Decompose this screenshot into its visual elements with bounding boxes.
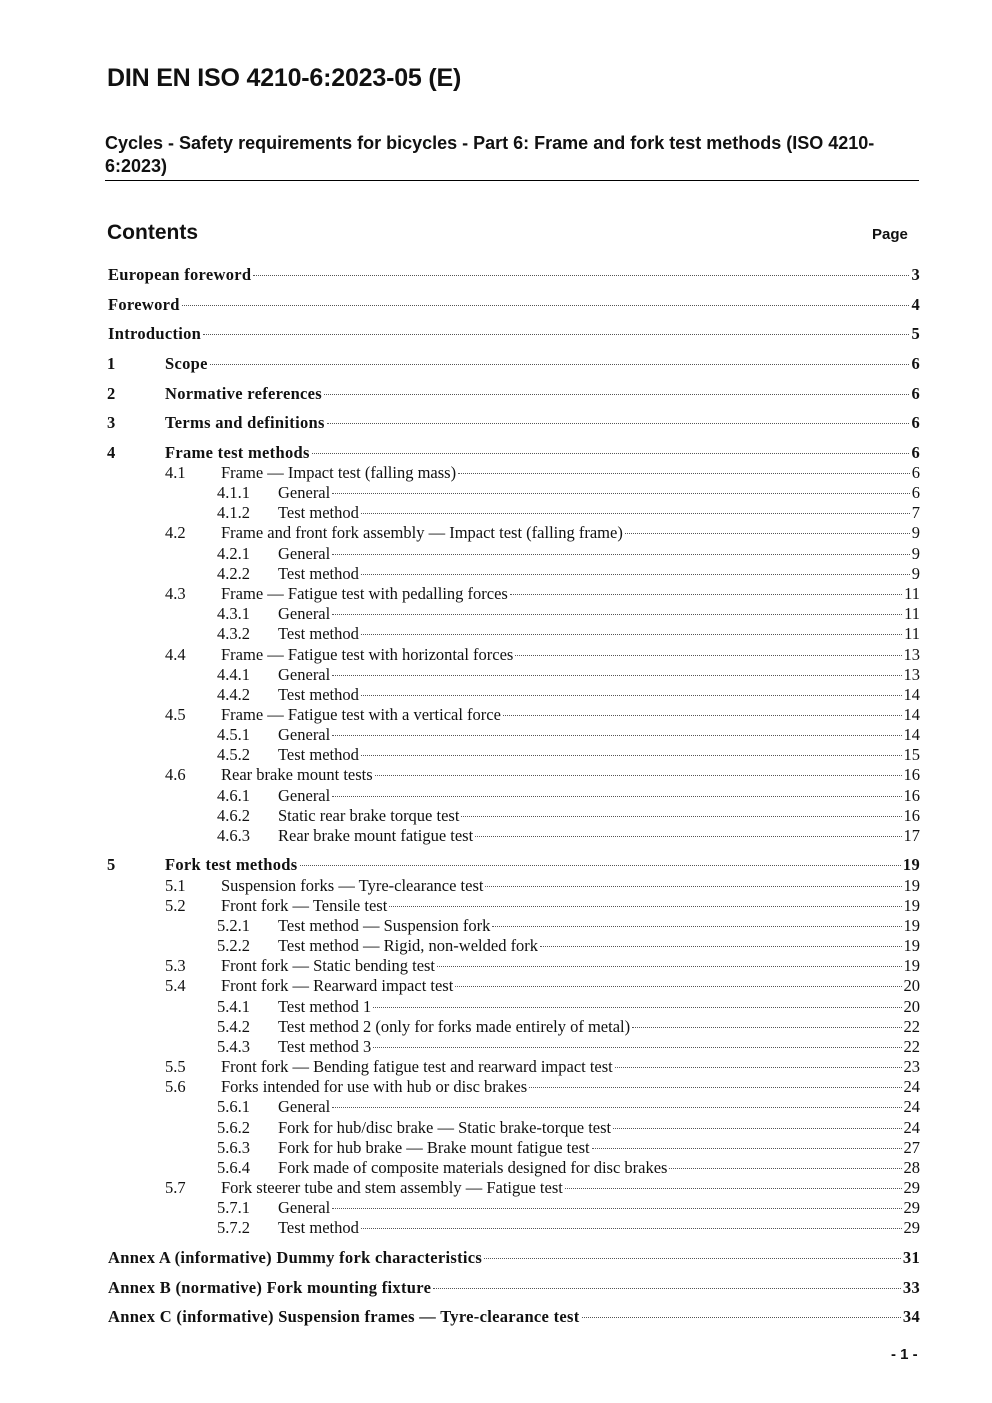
toc-entry[interactable] xyxy=(0,685,992,705)
toc-entry-title: Frame and front fork assembly — Impact test (falling frame) xyxy=(221,523,623,542)
toc-entry-title: Front fork — Tensile test xyxy=(221,896,388,915)
toc-dot-leader xyxy=(332,614,902,615)
toc-dot-leader xyxy=(437,966,901,967)
toc-entry-page: 6 xyxy=(911,384,920,403)
toc-entry-title: General xyxy=(278,1198,331,1217)
toc-entry-number: 4.4.2 xyxy=(217,685,250,704)
toc-dot-leader xyxy=(375,775,902,776)
toc-entry-number: 4.6.1 xyxy=(217,786,250,805)
toc-entry-number: 4.1.2 xyxy=(217,503,250,522)
toc-dot-leader xyxy=(332,1208,901,1209)
toc-dot-leader xyxy=(361,634,902,635)
toc-entry-page: 28 xyxy=(903,1158,920,1177)
toc-entry-title: General xyxy=(278,786,331,805)
toc-entry-page: 29 xyxy=(903,1218,920,1237)
toc-dot-leader xyxy=(253,275,909,276)
toc-dot-leader xyxy=(312,453,910,454)
toc-dot-leader xyxy=(203,334,909,335)
toc-entry-number: 5.2.2 xyxy=(217,936,250,955)
toc-entry-page: 33 xyxy=(902,1278,920,1297)
toc-entry-page: 27 xyxy=(903,1138,920,1157)
toc-entry[interactable] xyxy=(0,976,992,996)
toc-entry-title: Frame — Impact test (falling mass) xyxy=(221,463,457,482)
document-subtitle: Cycles - Safety requirements for bicycles - Part 6: Frame and fork test methods (ISO 4210-6:2023) xyxy=(105,132,919,181)
toc-entry-page: 6 xyxy=(911,483,920,502)
toc-entry-number: 5.2.1 xyxy=(217,916,250,935)
toc-entry[interactable] xyxy=(0,997,992,1017)
toc-entry[interactable] xyxy=(0,1178,992,1198)
toc-entry-title: Front fork — Bending fatigue test and rearward impact test xyxy=(221,1057,613,1076)
toc-entry-number: 4.5.2 xyxy=(217,745,250,764)
toc-entry[interactable] xyxy=(0,1198,992,1218)
toc-entry-page: 13 xyxy=(903,665,920,684)
toc-dot-leader xyxy=(632,1027,901,1028)
toc-entry[interactable] xyxy=(0,665,992,685)
toc-entry-number: 5.2 xyxy=(165,896,186,915)
toc-dot-leader xyxy=(327,423,910,424)
toc-entry[interactable] xyxy=(0,826,992,846)
toc-entry-number: 5.4 xyxy=(165,976,186,995)
document-title: DIN EN ISO 4210-6:2023-05 (E) xyxy=(107,64,462,92)
toc-entry-number: 4.3.1 xyxy=(217,604,250,623)
toc-entry-number: 4.1.1 xyxy=(217,483,250,502)
toc-entry-title: Frame — Fatigue test with a vertical force xyxy=(221,705,501,724)
toc-entry-number: 5.6.4 xyxy=(217,1158,250,1177)
toc-entry-title: Forks intended for use with hub or disc brakes xyxy=(221,1077,528,1096)
toc-entry[interactable] xyxy=(0,936,992,956)
toc-entry-number: 5.6.1 xyxy=(217,1097,250,1116)
toc-dot-leader xyxy=(625,533,910,534)
toc-entry[interactable] xyxy=(0,855,992,875)
toc-entry[interactable] xyxy=(0,956,992,976)
toc-entry-number: 5.6 xyxy=(165,1077,186,1096)
toc-entry-title: Introduction xyxy=(108,324,202,343)
toc-entry-number: 4.4 xyxy=(165,645,186,664)
toc-entry[interactable] xyxy=(0,483,992,503)
toc-entry-title: Test method xyxy=(278,624,359,643)
toc-dot-leader xyxy=(361,1228,902,1229)
toc-entry[interactable] xyxy=(0,1097,992,1117)
toc-dot-leader xyxy=(475,836,901,837)
toc-entry-number: 5.4.2 xyxy=(217,1017,250,1036)
toc-entry-title: Test method 3 xyxy=(278,1037,372,1056)
toc-entry-page: 9 xyxy=(911,564,920,583)
toc-entry-title: Fork for hub brake — Brake mount fatigue test xyxy=(278,1138,590,1157)
toc-entry-page: 5 xyxy=(911,324,920,343)
toc-entry-page: 6 xyxy=(911,463,920,482)
toc-entry-number: 5.5 xyxy=(165,1057,186,1076)
page-number: - 1 - xyxy=(891,1346,918,1363)
toc-dot-leader xyxy=(332,493,910,494)
toc-entry[interactable] xyxy=(0,1218,992,1238)
toc-dot-leader xyxy=(484,1258,901,1259)
toc-entry-title: General xyxy=(278,1097,331,1116)
toc-entry-title: Test method — Suspension fork xyxy=(278,916,491,935)
toc-entry-title: Fork for hub/disc brake — Static brake-torque test xyxy=(278,1118,612,1137)
toc-dot-leader xyxy=(669,1168,901,1169)
toc-entry[interactable] xyxy=(0,1017,992,1037)
toc-entry-number: 1 xyxy=(107,354,116,373)
toc-entry-page: 29 xyxy=(903,1178,920,1197)
toc-entry-page: 6 xyxy=(911,354,920,373)
toc-entry[interactable] xyxy=(0,463,992,483)
toc-entry-page: 11 xyxy=(904,584,920,603)
toc-entry-page: 3 xyxy=(911,265,920,284)
toc-entry-title: Test method xyxy=(278,564,359,583)
toc-entry-number: 4.2.1 xyxy=(217,544,250,563)
toc-entry[interactable] xyxy=(0,1077,992,1097)
toc-entry-page: 16 xyxy=(903,786,920,805)
toc-entry[interactable] xyxy=(0,725,992,745)
toc-entry[interactable] xyxy=(0,523,992,543)
toc-dot-leader xyxy=(515,655,901,656)
toc-entry-page: 23 xyxy=(903,1057,920,1076)
toc-entry-page: 16 xyxy=(903,765,920,784)
toc-entry-number: 4.6.2 xyxy=(217,806,250,825)
toc-dot-leader xyxy=(613,1128,901,1129)
toc-entry-page: 7 xyxy=(911,503,920,522)
toc-dot-leader xyxy=(373,1047,901,1048)
toc-entry-page: 31 xyxy=(902,1248,920,1267)
toc-entry-title: Foreword xyxy=(108,295,180,314)
toc-entry-page: 20 xyxy=(903,997,920,1016)
toc-entry-title: Test method — Rigid, non-welded fork xyxy=(278,936,539,955)
toc-dot-leader xyxy=(332,735,901,736)
toc-entry-title: Fork made of composite materials designed for disc brakes xyxy=(278,1158,668,1177)
toc-dot-leader xyxy=(503,715,902,716)
toc-entry-number: 4.3.2 xyxy=(217,624,250,643)
toc-dot-leader xyxy=(485,886,901,887)
toc-entry-page: 6 xyxy=(911,443,920,462)
toc-entry-title: General xyxy=(278,604,331,623)
toc-dot-leader xyxy=(529,1087,901,1088)
toc-entry-title: General xyxy=(278,483,331,502)
toc-entry[interactable] xyxy=(0,916,992,936)
toc-entry-number: 4.3 xyxy=(165,584,186,603)
toc-entry-number: 5.4.3 xyxy=(217,1037,250,1056)
toc-dot-leader xyxy=(361,695,902,696)
toc-dot-leader xyxy=(332,554,910,555)
toc-entry-title: Test method 1 xyxy=(278,997,372,1016)
toc-entry-page: 11 xyxy=(904,604,920,623)
toc-entry-page: 13 xyxy=(903,645,920,664)
toc-dot-leader xyxy=(433,1288,901,1289)
toc-entry[interactable] xyxy=(0,896,992,916)
toc-entry-title: Front fork — Static bending test xyxy=(221,956,436,975)
toc-entry[interactable] xyxy=(0,584,992,604)
toc-entry-page: 19 xyxy=(903,956,920,975)
toc-entry-page: 24 xyxy=(903,1097,920,1116)
toc-entry-page: 15 xyxy=(903,745,920,764)
toc-entry-title: Front fork — Rearward impact test xyxy=(221,976,454,995)
toc-entry-page: 22 xyxy=(903,1017,920,1036)
toc-entry-page: 9 xyxy=(911,523,920,542)
toc-entry-number: 4.4.1 xyxy=(217,665,250,684)
toc-entry-title: Suspension forks — Tyre-clearance test xyxy=(221,876,484,895)
toc-entry-page: 6 xyxy=(911,413,920,432)
toc-entry[interactable] xyxy=(0,544,992,564)
toc-dot-leader xyxy=(332,796,901,797)
toc-entry-title: Static rear brake torque test xyxy=(278,806,460,825)
contents-heading: Contents xyxy=(107,221,198,244)
toc-dot-leader xyxy=(461,816,901,817)
toc-entry-title: European foreword xyxy=(108,265,252,284)
toc-entry-page: 24 xyxy=(903,1118,920,1137)
toc-entry-page: 29 xyxy=(903,1198,920,1217)
toc-entry[interactable] xyxy=(0,354,992,374)
toc-dot-leader xyxy=(615,1067,902,1068)
toc-entry[interactable] xyxy=(0,624,992,644)
page-column-label: Page xyxy=(872,226,908,243)
toc-entry[interactable] xyxy=(0,645,992,665)
toc-dot-leader xyxy=(492,926,901,927)
toc-dot-leader xyxy=(592,1148,902,1149)
toc-entry-title: Fork steerer tube and stem assembly — Fatigue test xyxy=(221,1178,563,1197)
toc-entry-title: Terms and definitions xyxy=(165,413,325,432)
toc-entry-title: Annex B (normative) Fork mounting fixture xyxy=(108,1278,432,1297)
toc-entry-number: 5.7.1 xyxy=(217,1198,250,1217)
toc-entry-title: General xyxy=(278,665,331,684)
toc-dot-leader xyxy=(361,513,910,514)
toc-dot-leader xyxy=(373,1007,901,1008)
toc-entry-page: 16 xyxy=(903,806,920,825)
toc-entry-title: General xyxy=(278,544,331,563)
toc-entry-title: Test method xyxy=(278,745,359,764)
toc-dot-leader xyxy=(510,594,902,595)
toc-entry-number: 4 xyxy=(107,443,116,462)
toc-entry-page: 14 xyxy=(903,685,920,704)
toc-entry-title: Frame — Fatigue test with pedalling forces xyxy=(221,584,508,603)
toc-entry-number: 4.2.2 xyxy=(217,564,250,583)
toc-entry-title: Test method xyxy=(278,503,359,522)
toc-entry-number: 3 xyxy=(107,413,116,432)
toc-entry-page: 24 xyxy=(903,1077,920,1096)
toc-entry-title: Annex C (informative) Suspension frames — Tyre-clearance test xyxy=(108,1307,580,1326)
toc-dot-leader xyxy=(182,305,910,306)
toc-entry-page: 14 xyxy=(903,705,920,724)
toc-entry-page: 19 xyxy=(903,936,920,955)
toc-dot-leader xyxy=(565,1188,902,1189)
toc-entry-title: Rear brake mount fatigue test xyxy=(278,826,474,845)
toc-entry-number: 2 xyxy=(107,384,116,403)
toc-entry[interactable] xyxy=(0,745,992,765)
toc-entry-page: 34 xyxy=(902,1307,920,1326)
toc-entry[interactable] xyxy=(0,1307,992,1327)
toc-entry-number: 4.1 xyxy=(165,463,186,482)
toc-entry-number: 5.4.1 xyxy=(217,997,250,1016)
toc-entry-page: 19 xyxy=(903,876,920,895)
toc-entry[interactable] xyxy=(0,1158,992,1178)
toc-entry-page: 19 xyxy=(903,916,920,935)
toc-entry[interactable] xyxy=(0,1118,992,1138)
toc-entry-number: 4.5.1 xyxy=(217,725,250,744)
toc-entry-page: 19 xyxy=(903,896,920,915)
toc-entry-page: 19 xyxy=(902,855,920,874)
toc-entry-number: 5.7 xyxy=(165,1178,186,1197)
toc-dot-leader xyxy=(324,394,909,395)
toc-entry[interactable] xyxy=(0,503,992,523)
toc-entry-title: Rear brake mount tests xyxy=(221,765,373,784)
toc-entry[interactable] xyxy=(0,324,992,344)
toc-entry[interactable] xyxy=(0,413,992,433)
toc-entry[interactable] xyxy=(0,604,992,624)
toc-entry[interactable] xyxy=(0,443,992,463)
toc-dot-leader xyxy=(300,865,901,866)
toc-entry-title: Normative references xyxy=(165,384,323,403)
toc-entry-title: Frame test methods xyxy=(165,443,310,462)
toc-dot-leader xyxy=(332,1107,901,1108)
toc-entry[interactable] xyxy=(0,384,992,404)
toc-dot-leader xyxy=(582,1317,901,1318)
toc-entry[interactable] xyxy=(0,265,992,285)
toc-dot-leader xyxy=(389,906,901,907)
toc-entry-number: 4.6.3 xyxy=(217,826,250,845)
toc-entry[interactable] xyxy=(0,295,992,315)
toc-entry-title: Fork test methods xyxy=(165,855,298,874)
toc-entry-title: Frame — Fatigue test with horizontal forces xyxy=(221,645,514,664)
toc-entry-number: 4.5 xyxy=(165,705,186,724)
toc-dot-leader xyxy=(361,755,902,756)
toc-entry-page: 4 xyxy=(911,295,920,314)
toc-dot-leader xyxy=(540,946,901,947)
toc-dot-leader xyxy=(458,473,910,474)
toc-entry-page: 14 xyxy=(903,725,920,744)
toc-entry-page: 17 xyxy=(903,826,920,845)
toc-entry-title: General xyxy=(278,725,331,744)
toc-entry-title: Test method xyxy=(278,1218,359,1237)
toc-entry-page: 20 xyxy=(903,976,920,995)
toc-entry-number: 5.7.2 xyxy=(217,1218,250,1237)
toc-entry[interactable] xyxy=(0,705,992,725)
toc-entry-number: 4.2 xyxy=(165,523,186,542)
toc-entry-page: 9 xyxy=(911,544,920,563)
toc-entry[interactable] xyxy=(0,765,992,785)
toc-entry-number: 5.3 xyxy=(165,956,186,975)
toc-entry-page: 22 xyxy=(903,1037,920,1056)
toc-dot-leader xyxy=(210,364,910,365)
toc-entry-title: Annex A (informative) Dummy fork characteristics xyxy=(108,1248,483,1267)
toc-entry[interactable] xyxy=(0,786,992,806)
toc-entry[interactable] xyxy=(0,806,992,826)
toc-entry-number: 5.6.3 xyxy=(217,1138,250,1157)
toc-entry[interactable] xyxy=(0,1057,992,1077)
toc-entry-title: Test method xyxy=(278,685,359,704)
toc-entry-title: Test method 2 (only for forks made entirely of metal) xyxy=(278,1017,631,1036)
toc-entry-number: 5.6.2 xyxy=(217,1118,250,1137)
toc-entry-number: 4.6 xyxy=(165,765,186,784)
toc-entry-title: Scope xyxy=(165,354,208,373)
toc-entry[interactable] xyxy=(0,876,992,896)
toc-entry[interactable] xyxy=(0,564,992,584)
toc-entry-number: 5.1 xyxy=(165,876,186,895)
toc-dot-leader xyxy=(332,675,901,676)
toc-entry-page: 11 xyxy=(904,624,920,643)
toc-entry[interactable] xyxy=(0,1248,992,1268)
toc-entry[interactable] xyxy=(0,1138,992,1158)
toc-entry[interactable] xyxy=(0,1278,992,1298)
toc-entry[interactable] xyxy=(0,1037,992,1057)
toc-dot-leader xyxy=(455,986,901,987)
toc-dot-leader xyxy=(361,574,910,575)
toc-entry-number: 5 xyxy=(107,855,116,874)
